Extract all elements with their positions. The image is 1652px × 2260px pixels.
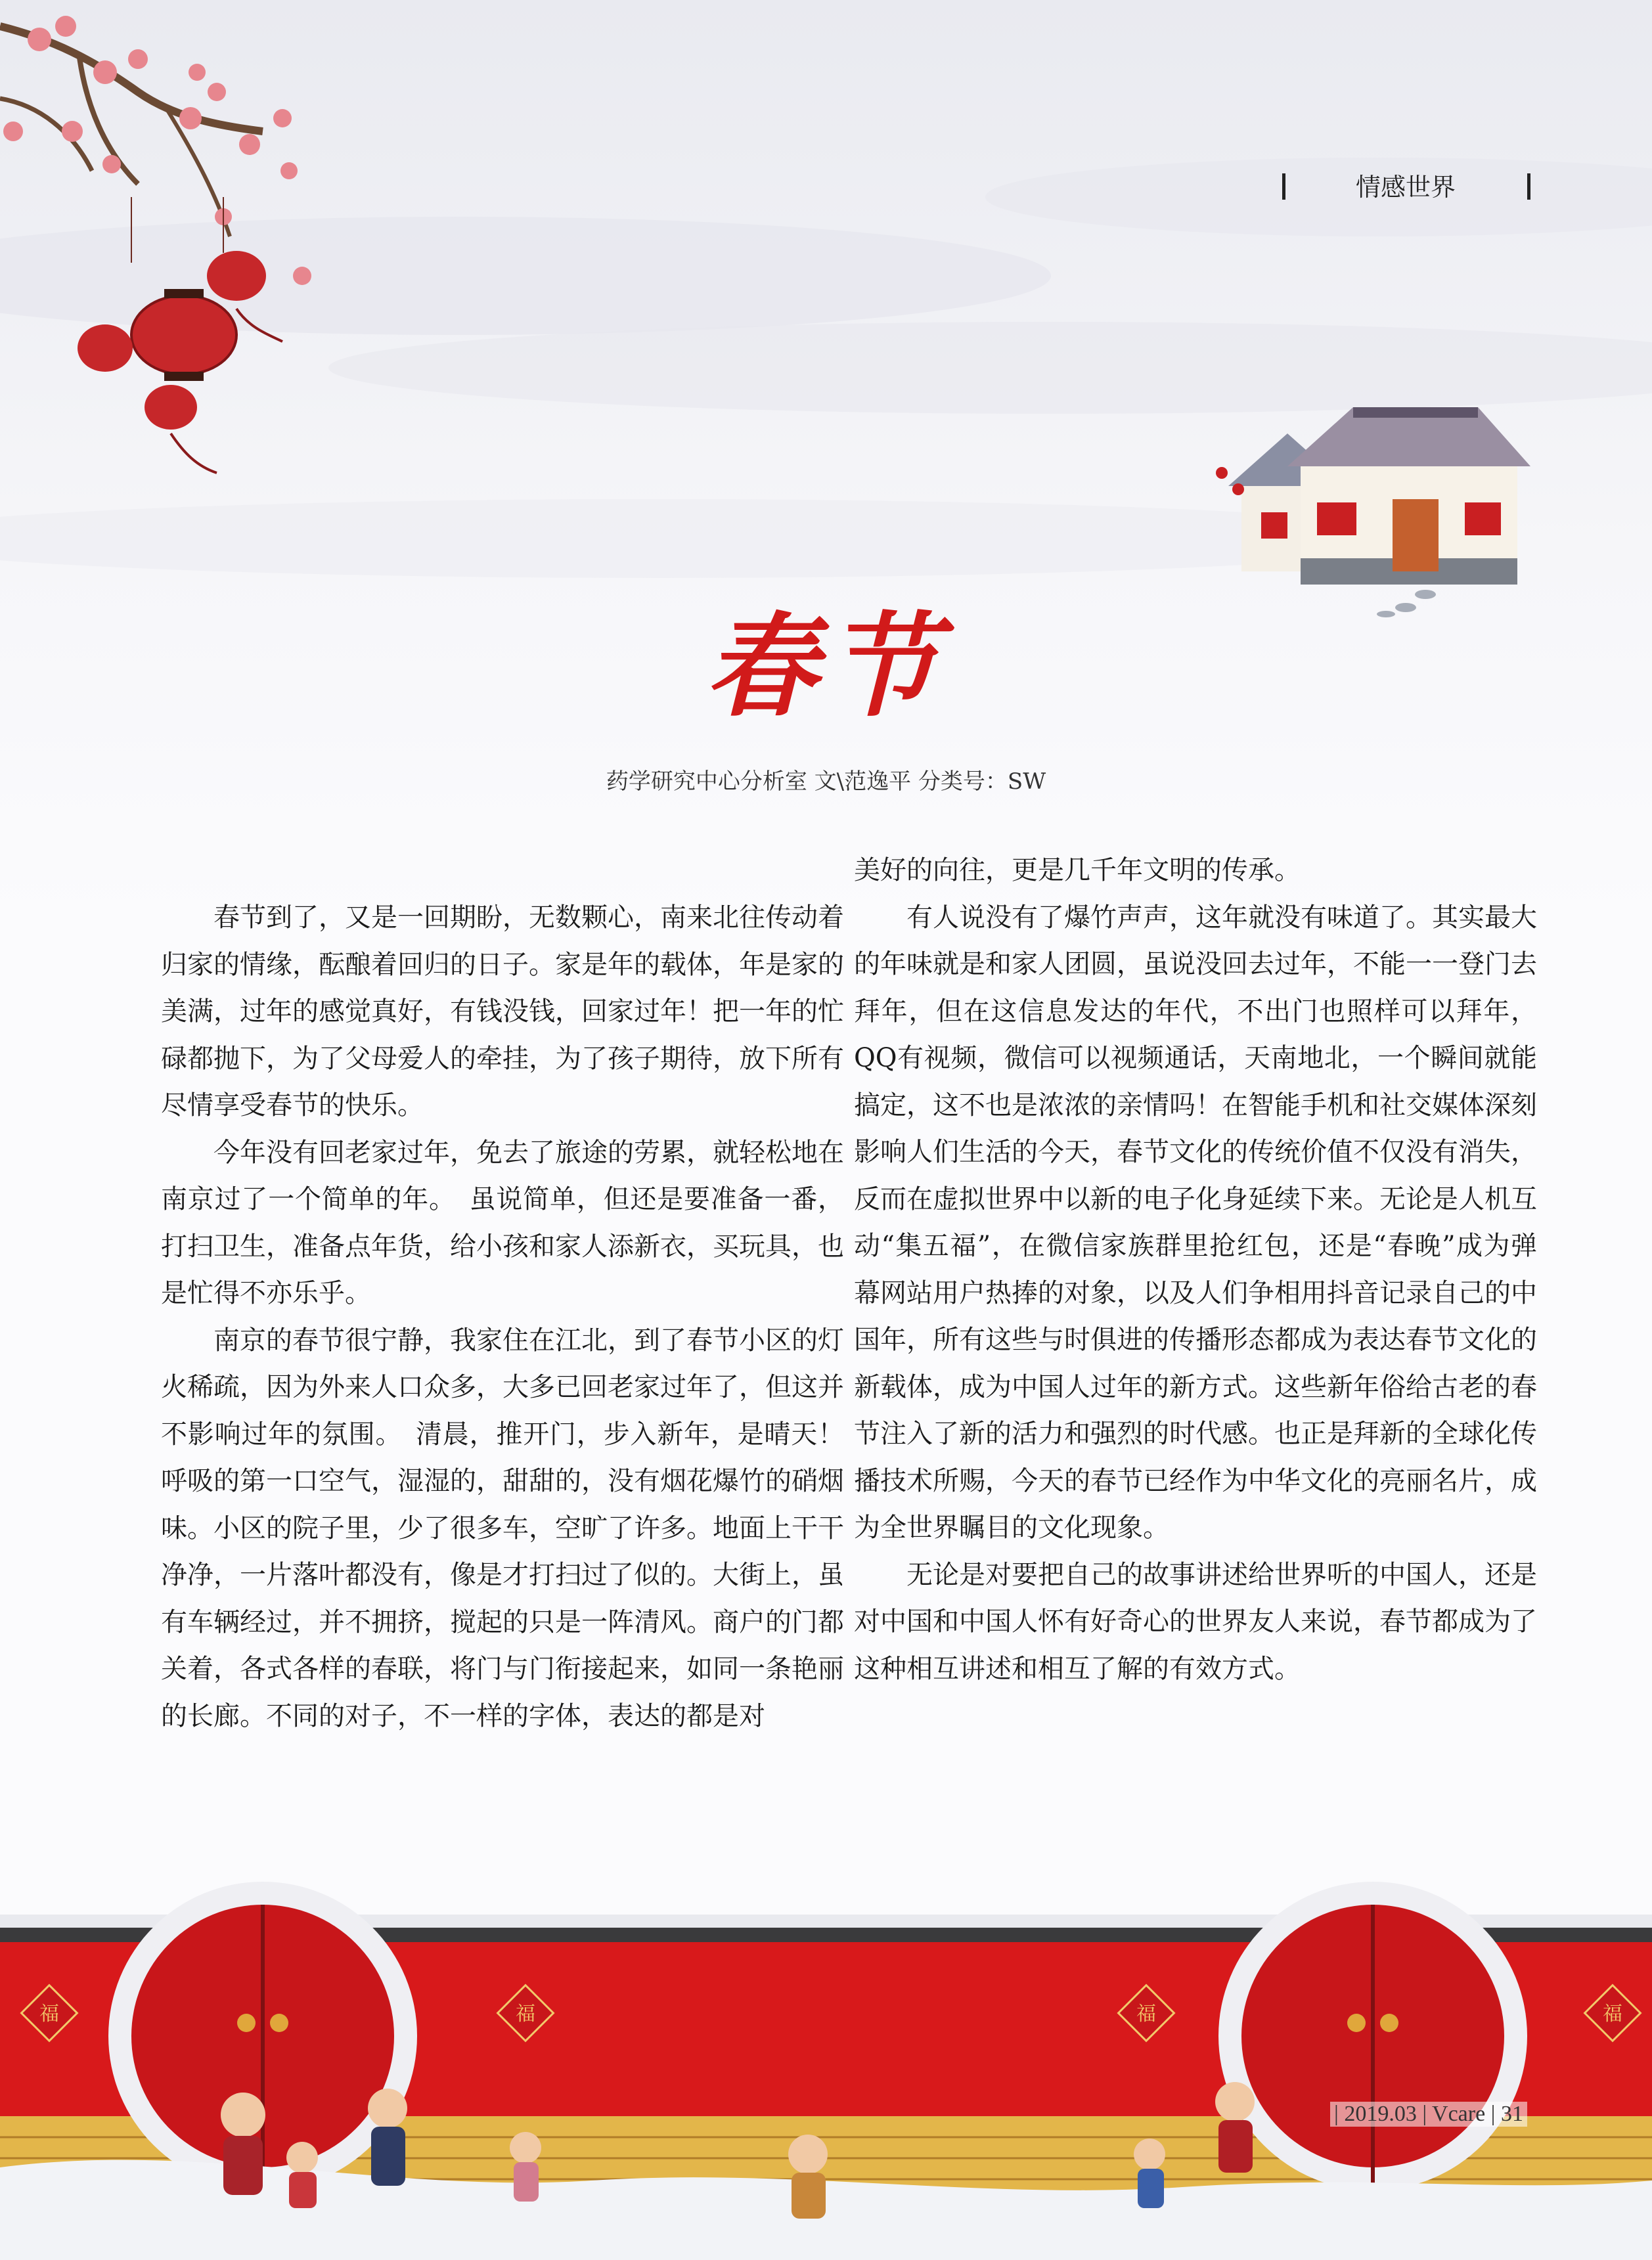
paragraph: 南京的春节很宁静，我家住在江北，到了春节小区的灯火稀疏，因为外来人口众多，大多已回老家过年了，但这并不影响过年的氛围。 清晨，推开门，步入新年，是晴天！呼吸的第一口空气，湿湿的，甜甜的，没有烟花爆竹的硝烟味。小区的院子里，少了很多车，空旷了许多。地面上干干净净，一片落叶都没有，像是才打扫过了似的。大街上，虽有车辆经过，并不拥挤，搅起的只是一阵清风。商户的门都关着，各式各样的春联，将门与门衔接起来，如同一条艳丽的长廊。不同的对子，不一样的字体，表达的都是对 [161, 1325, 844, 1731]
plum-blossom-lanterns-illustration [0, 0, 368, 499]
red-wall-moon-gate-illustration [0, 1800, 1652, 2260]
paragraph: 有人说没有了爆竹声声，这年就没有味道了。其实最大的年味就是和家人团圆，虽说没回去过年，不能一一登门去拜年，但在这信息发达的年代，不出门也照样可以拜年，QQ有视频，微信可以视频通话，天南地北，一个瞬间就能搞定，这不也是浓浓的亲情吗！在智能手机和社交媒体深刻影响人们生活的今天，春节文化的传统价值不仅没有消失，反而在虚拟世界中以新的电子化身延续下来。无论是人机互动“集五福”，在微信家族群里抢红包，还是“春晚”成为弹幕网站用户热捧的对象，以及人们争相用抖音记录自己的中国年，所有这些与时俱进的传播形态都成为表达春节文化的新载体，成为中国人过年的新方式。这些新年俗给古老的春节注入了新的活力和强烈的时代感。也正是拜新的全球化传播技术所赐，今天的春节已经作为中华文化的亮丽名片，成为全世界瞩目的文化现象。 [854, 902, 1537, 1543]
header-divider-right [1527, 173, 1530, 200]
paragraph: 无论是对要把自己的故事讲述给世界听的中国人，还是对中国和中国人怀有好奇心的世界友人来说，春节都成为了这种相互讲述和相互了解的有效方式。 [854, 1559, 1537, 1684]
fu-sign: 福 [1603, 2003, 1622, 2026]
page-folio: | 2019.03 | Vcare | 31 [1330, 2102, 1527, 2127]
fu-sign: 福 [39, 2003, 59, 2026]
article-title: 春节 [705, 601, 947, 732]
section-header [1274, 164, 1537, 210]
paragraph-continuation: 美好的向往，更是几千年文明的传承。 [854, 855, 1301, 885]
fu-sign: 福 [516, 2003, 535, 2026]
article-byline: 药学研究中心分析室 文\范逸平 分类号：SW [606, 768, 1046, 795]
courtyard-house-illustration [1202, 394, 1544, 617]
paragraph: 今年没有回老家过年，免去了旅途的劳累，就轻松地在南京过了一个简单的年。 虽说简单，但还是要准备一番，打扫卫生，准备点年货，给小孩和家人添新衣，买玩具，也是忙得不亦乐乎。 [161, 1137, 844, 1308]
paragraph: 春节到了，又是一回期盼，无数颗心，南来北往传动着归家的情缘，酝酿着回归的日子。家是年的载体，年是家的美满，过年的感觉真好，有钱没钱，回家过年！把一年的忙碌都抛下，为了父母爱人的牵挂，为了孩子期待，放下所有尽情享受春节的快乐。 [161, 902, 844, 1120]
fu-sign: 福 [1136, 2003, 1156, 2026]
article-column-right [854, 847, 1537, 1780]
article-column-left [161, 895, 844, 1827]
section-label: 情感世界 [1355, 173, 1456, 202]
